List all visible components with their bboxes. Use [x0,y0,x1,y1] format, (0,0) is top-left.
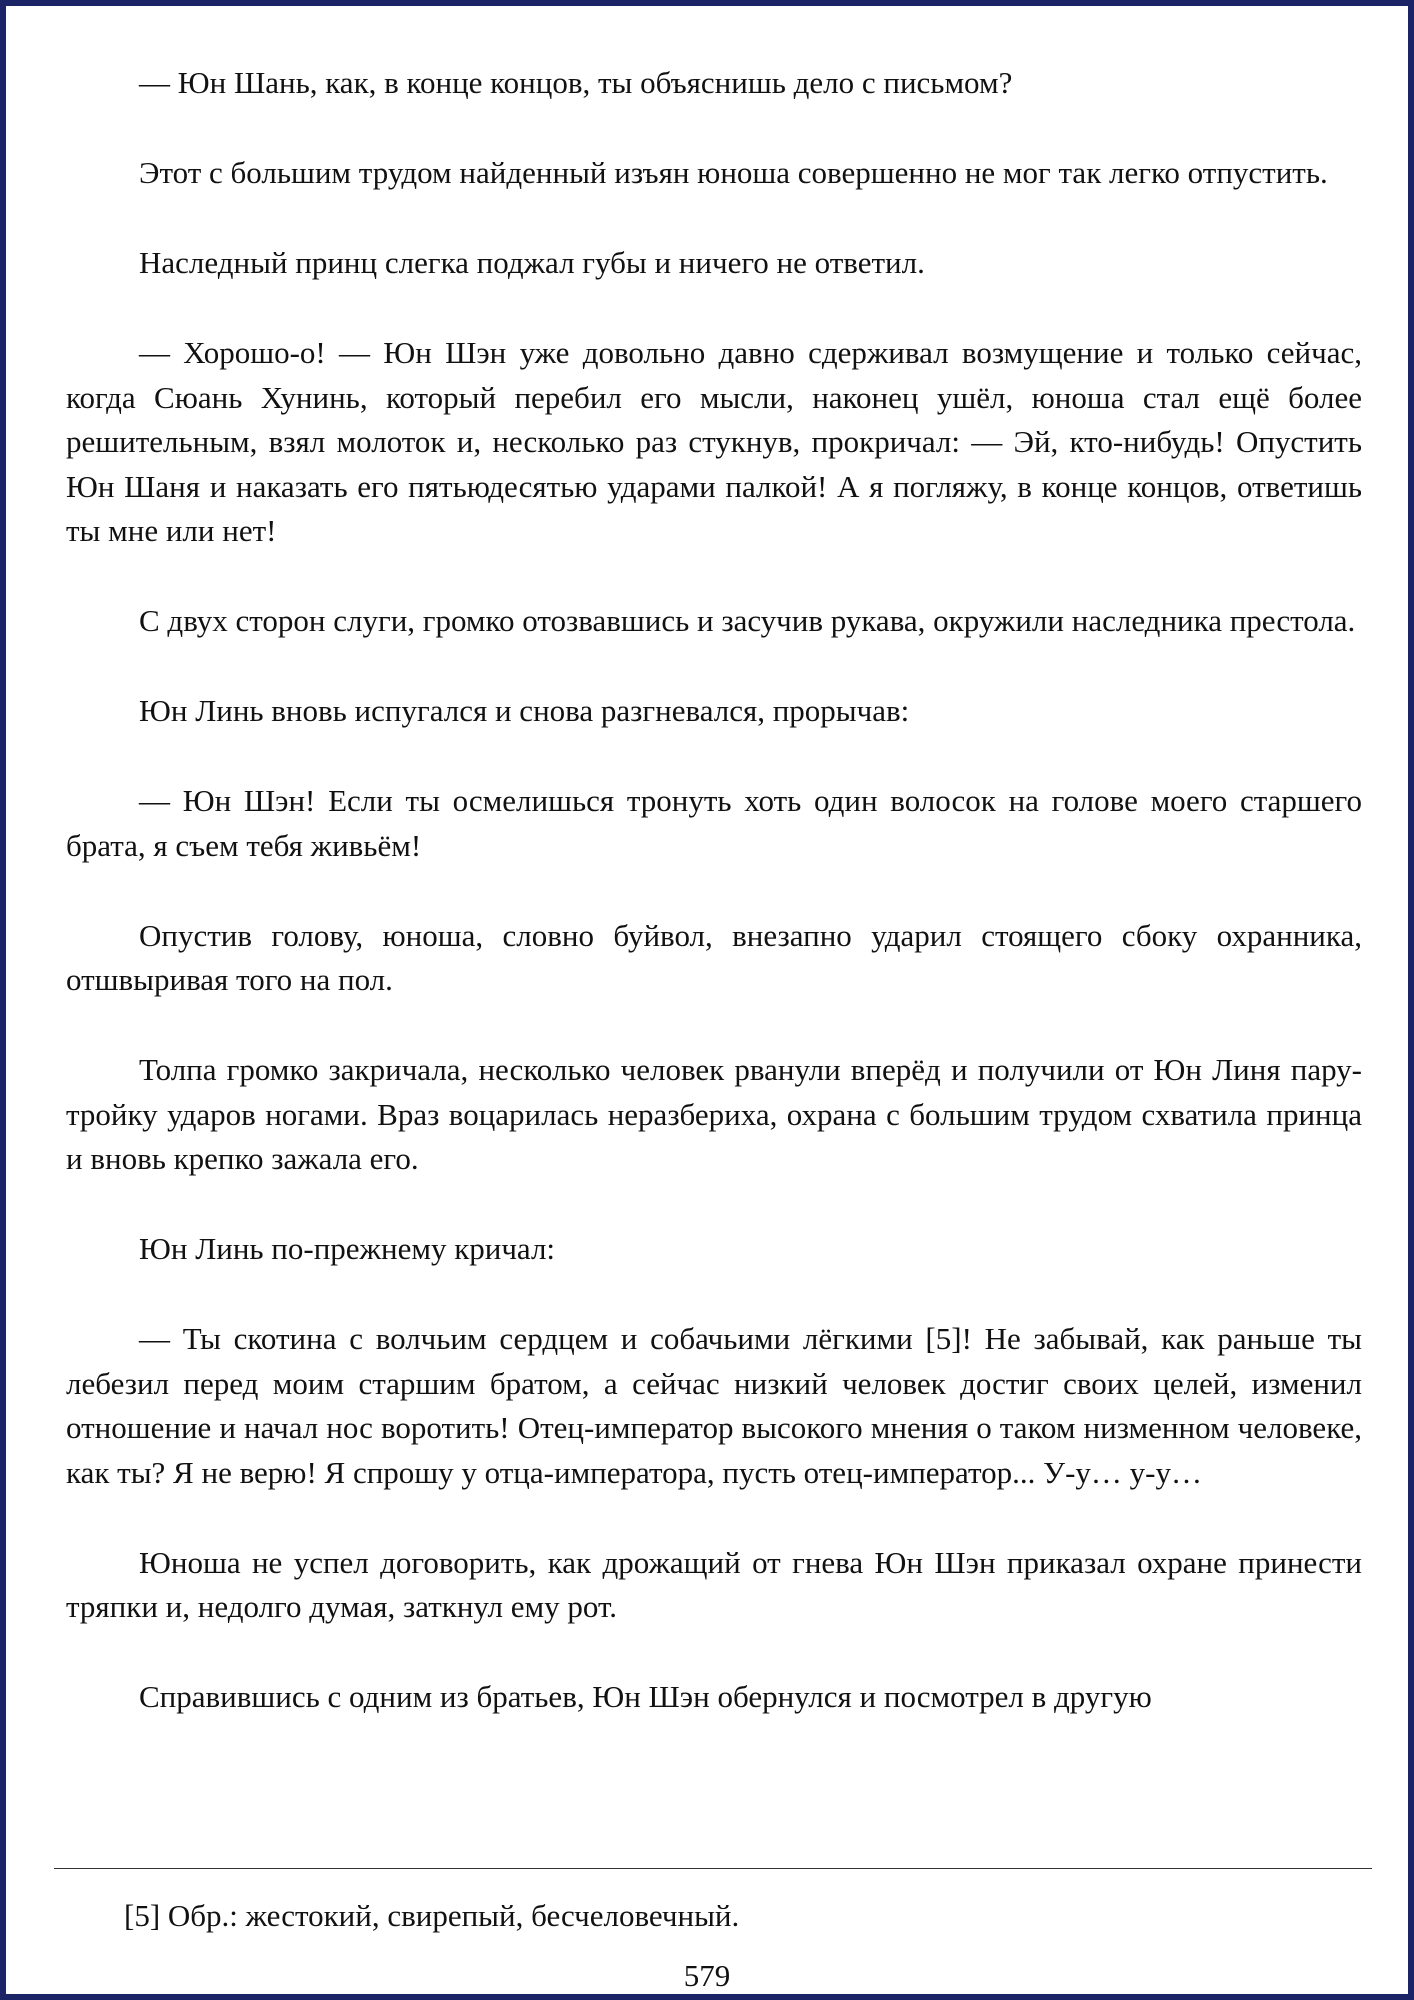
paragraph: Юн Линь вновь испугался и снова разгневался, прорычав: [139,693,910,728]
paragraph: Наследный принц слегка поджал губы и ничего не ответил. [139,245,925,280]
paragraph: — Юн Шань, как, в конце концов, ты объяснишь дело с письмом? [139,65,1013,100]
main-text [66,61,1362,1720]
paragraph: Толпа громко закричала, несколько человек рванули вперёд и получили от Юн Линя пару-тройку ударов ногами. Враз воцарилась неразбериха, охрана с большим трудом схватила принца и вновь крепко зажала его. [66,1052,1362,1176]
footnote: [5] Обр.: жестокий, свирепый, бесчеловечный. [124,1898,740,1933]
paragraph: Справившись с одним из братьев, Юн Шэн обернулся и посмотрел в другую [139,1679,1152,1714]
paragraph: Опустив голову, юноша, словно буйвол, внезапно ударил стоящего сбоку охранника, отшвыривая того на пол. [66,917,1362,997]
paragraph: — Ты скотина с волчьим сердцем и собачьими лёгкими [5]! Не забывай, как раньше ты лебезил перед моим старшим братом, а сейчас низкий человек достиг своих целей, изменил отношение и начал нос воротить! Отец-император высокого мнения о таком низменном человеке, как ты? Я не верю! Я спрошу у отца-императора, пусть отец-император... У-у… у-у… [66,1321,1362,1490]
paragraph: — Юн Шэн! Если ты осмелишься тронуть хоть один волосок на голове моего старшего брата, я съем тебя живьём! [66,783,1362,863]
footnote-divider [54,1868,1372,1869]
paragraph: Юноша не успел договорить, как дрожащий от гнева Юн Шэн приказал охране принести тряпки и, недолго думая, заткнул ему рот. [66,1544,1362,1624]
page-number: 579 [683,1958,731,1993]
paragraph: Юн Линь по-прежнему кричал: [139,1231,556,1266]
paragraph: Этот с большим трудом найденный изъян юноша совершенно не мог так легко отпустить. [139,155,1328,190]
paragraph: — Хорошо-о! — Юн Шэн уже довольно давно сдерживал возмущение и только сейчас, когда Сюань Хунинь, который перебил его мысли, наконец ушёл, юноша стал ещё более решительным, взял молоток и, несколько раз стукнув, прокричал: — Эй, кто-нибудь! Опустить Юн Шаня и наказать его пятьюдесятью ударами палкой! А я погляжу, в конце концов, ответишь ты мне или нет! [66,335,1362,548]
paragraph: С двух сторон слуги, громко отозвавшись и засучив рукава, окружили наследника престола. [139,603,1356,638]
